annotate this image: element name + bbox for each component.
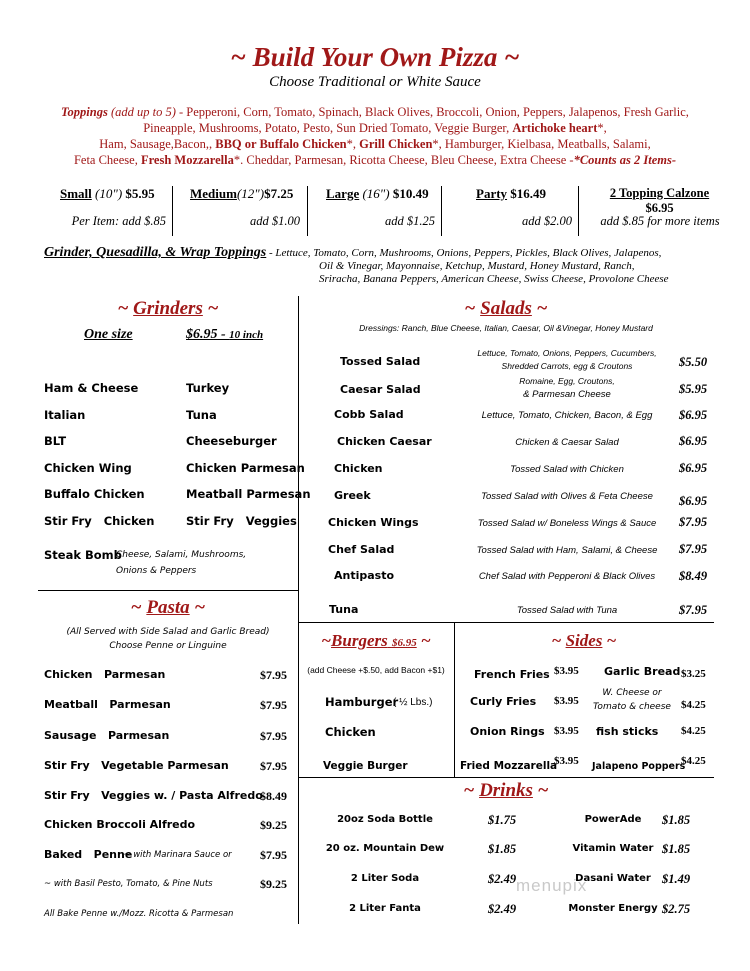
size-name: Large bbox=[326, 186, 360, 201]
side-item: Curly Fries bbox=[470, 695, 537, 708]
size-inches: (12") bbox=[236, 186, 265, 201]
pasta-item: Stir Fry Veggies w. / Pasta Alfredo bbox=[44, 789, 263, 802]
pasta-price: $9.25 bbox=[260, 877, 287, 891]
pasta-price: $8.49 bbox=[260, 789, 287, 803]
pasta-item: Sausage Parmesan bbox=[44, 729, 170, 742]
pasta-item: Chicken Broccoli Alfredo bbox=[44, 818, 196, 831]
size-party-per-item: add $2.00 bbox=[522, 214, 572, 228]
size-divider bbox=[441, 186, 442, 236]
grinder-item: Stir Fry Veggies bbox=[186, 514, 297, 528]
side-item: Jalapeno Poppers bbox=[592, 761, 686, 772]
side-item-note: Tomato & cheese bbox=[593, 702, 671, 712]
drink-name: Monster Energy bbox=[568, 903, 658, 914]
burger-item: Chicken bbox=[325, 725, 376, 739]
pasta-baked-note: All Bake Penne w./Mozz. Ricotta & Parmesan bbox=[44, 909, 234, 919]
grinder-item: Tuna bbox=[186, 408, 217, 422]
size-small-per-item: Per Item: add $.85 bbox=[71, 214, 166, 228]
toppings-label: Toppings bbox=[61, 105, 108, 119]
salads-bottom-rule bbox=[298, 622, 714, 623]
drink-name: PowerAde bbox=[584, 814, 642, 825]
grinder-toppings-line2: Oil & Vinegar, Mayonnaise, Ketchup, Mustard, Honey Mustard, Ranch, bbox=[319, 260, 635, 272]
grinder-toppings-line1: - Lettuce, Tomato, Corn, Mushrooms, Onions, Peppers, Pickles, Black Olives, Jalapenos, bbox=[266, 247, 662, 259]
size-name: Party bbox=[476, 186, 508, 201]
toppings-list bbox=[0, 104, 750, 168]
size-price: $7.25 bbox=[264, 186, 294, 201]
grinder-steak-desc: Cheese, Salami, Mushrooms, bbox=[116, 550, 247, 560]
pasta-baked-penne: Baked Penne bbox=[44, 848, 133, 861]
drinks-title-text: Drinks bbox=[479, 780, 533, 801]
pasta-price: $7.95 bbox=[260, 668, 287, 682]
grinder-item: Chicken Wing bbox=[44, 461, 132, 475]
calzone bbox=[582, 186, 737, 216]
salad-desc: Tossed Salad with Olives & Feta Cheese bbox=[481, 491, 653, 502]
drink-price: $1.49 bbox=[662, 872, 691, 886]
size-divider bbox=[578, 186, 579, 236]
toppings-line4-rest: *. Cheddar, Parmesan, Ricotta Cheese, Bleu Cheese, Extra Cheese - bbox=[233, 153, 574, 167]
burgers-price: $6.95 bbox=[391, 637, 417, 649]
page-title: ~ Build Your Own Pizza ~ bbox=[230, 42, 520, 72]
size-divider bbox=[307, 186, 308, 236]
salad-price: $7.95 bbox=[679, 515, 708, 529]
salad-name: Caesar Salad bbox=[340, 383, 421, 396]
drink-name: 20oz Soda Bottle bbox=[337, 814, 433, 825]
salads-title: ~ Salads ~ bbox=[464, 298, 548, 319]
grinders-price bbox=[186, 327, 263, 343]
grinder-item: BLT bbox=[44, 434, 67, 448]
drink-price: $1.85 bbox=[662, 842, 691, 856]
calzone-note: add $.85 for more items bbox=[600, 214, 720, 228]
salad-desc: Shredded Carrots, egg & Croutons bbox=[501, 361, 633, 371]
pasta-price: $7.95 bbox=[260, 698, 287, 712]
salad-name: Chicken bbox=[334, 462, 383, 475]
salad-price: $6.95 bbox=[679, 408, 708, 422]
pasta-price: $7.95 bbox=[260, 729, 287, 743]
pasta-price: $9.25 bbox=[260, 818, 287, 832]
grinders-one-size bbox=[84, 327, 133, 343]
size-small bbox=[60, 186, 155, 202]
salad-desc: Romaine, Egg, Croutons, bbox=[519, 376, 615, 386]
pasta-item: Meatball Parmesan bbox=[44, 698, 171, 711]
salad-name: Chicken Caesar bbox=[337, 435, 432, 448]
grinder-steak-bomb: Steak Bomb bbox=[44, 548, 122, 562]
grinder-item: Chicken Parmesan bbox=[186, 461, 305, 475]
side-price: $3.25 bbox=[681, 668, 706, 680]
toppings-limit: (add up to 5) bbox=[110, 105, 176, 119]
grinders-price-text: $6.95 - bbox=[186, 327, 230, 342]
sides-title: ~ Sides ~ bbox=[551, 631, 617, 650]
grinder-item: Stir Fry Chicken bbox=[44, 514, 155, 528]
side-price: $3.95 bbox=[554, 755, 579, 767]
size-medium-per-item: add $1.00 bbox=[250, 214, 300, 228]
salad-price: $8.49 bbox=[679, 569, 708, 583]
calzone-name: 2 Topping Calzone bbox=[609, 186, 710, 200]
size-name: Medium bbox=[190, 186, 237, 201]
pasta-title: ~ Pasta ~ bbox=[130, 597, 206, 618]
sides-title-text: Sides bbox=[565, 631, 603, 650]
grinder-item: Meatball Parmesan bbox=[186, 487, 311, 501]
salad-price: $6.95 bbox=[679, 461, 708, 475]
toppings-counts-note: *Counts as 2 Items- bbox=[573, 153, 677, 167]
side-price: $3.95 bbox=[554, 725, 579, 737]
pasta-baked-desc: ~ with Basil Pesto, Tomato, & Pine Nuts bbox=[44, 879, 213, 889]
salad-name: Tossed Salad bbox=[340, 355, 421, 368]
salad-desc: Tossed Salad with Ham, Salami, & Cheese bbox=[476, 545, 658, 556]
toppings-line4: Feta Cheese, bbox=[73, 153, 141, 167]
toppings-line3: Ham, Sausage,Bacon,, bbox=[99, 137, 216, 151]
pasta-title-text: Pasta bbox=[146, 597, 190, 618]
drinks-title: ~ Drinks ~ bbox=[463, 780, 549, 801]
salad-desc: & Parmesan Cheese bbox=[523, 389, 611, 400]
salads-title-text: Salads bbox=[480, 298, 532, 319]
salad-price: $6.95 bbox=[679, 494, 708, 508]
watermark: menupix bbox=[516, 876, 588, 895]
salad-desc: Lettuce, Tomato, Onions, Peppers, Cucumbers, bbox=[477, 348, 657, 358]
topping-bbq-chicken: BBQ or Buffalo Chicken bbox=[215, 137, 347, 151]
side-item: Fried Mozzarella bbox=[460, 760, 558, 772]
grinder-item: Buffalo Chicken bbox=[44, 487, 145, 501]
pasta-price: $7.95 bbox=[260, 848, 287, 862]
pasta-note: Choose Penne or Linguine bbox=[109, 641, 227, 651]
grinder-item: Cheeseburger bbox=[186, 434, 277, 448]
size-price: $10.49 bbox=[389, 186, 429, 201]
side-item: Onion Rings bbox=[470, 725, 545, 738]
drink-price: $2.75 bbox=[662, 902, 691, 916]
salad-desc: Tossed Salad w/ Boneless Wings & Sauce bbox=[477, 518, 657, 529]
burgers-title: ~Burgers $6.95 ~ bbox=[321, 631, 431, 650]
drink-price: $1.85 bbox=[662, 813, 691, 827]
sides-bottom-rule bbox=[298, 777, 714, 778]
salad-desc: Chef Salad with Pepperoni & Black Olives bbox=[478, 571, 656, 582]
toppings-line3-rest: *, Hamburger, Kielbasa, Meatballs, Salami, bbox=[432, 137, 651, 151]
side-price: $3.95 bbox=[554, 665, 579, 677]
salad-price: $7.95 bbox=[679, 603, 708, 617]
main-divider bbox=[298, 296, 299, 924]
size-inches: (16") bbox=[359, 186, 390, 201]
drink-price: $1.85 bbox=[488, 842, 517, 856]
salad-desc: Tossed Salad with Chicken bbox=[510, 464, 624, 475]
pasta-item: Stir Fry Vegetable Parmesan bbox=[44, 759, 229, 772]
side-price: $4.25 bbox=[681, 755, 706, 767]
drink-name: 2 Liter Fanta bbox=[349, 903, 421, 914]
salad-price: $5.50 bbox=[679, 355, 708, 369]
side-price: $4.25 bbox=[681, 725, 706, 737]
burger-item: Veggie Burger bbox=[323, 760, 408, 772]
toppings-line1: - Pepperoni, Corn, Tomato, Spinach, Black Olives, Broccoli, Onion, Peppers, Jalapenos, Fresh Garlic, bbox=[175, 105, 689, 119]
topping-fresh-mozzarella: Fresh Mozzarella bbox=[140, 153, 234, 167]
size-party bbox=[476, 186, 546, 202]
side-price: $3.95 bbox=[554, 695, 579, 707]
grinder-toppings bbox=[44, 246, 744, 286]
grinder-steak-desc: Onions & Peppers bbox=[116, 566, 197, 576]
pasta-note: (All Served with Side Salad and Garlic Bread) bbox=[66, 627, 270, 637]
grinder-item: Ham & Cheese bbox=[44, 381, 139, 395]
drink-name: 20 oz. Mountain Dew bbox=[325, 843, 445, 854]
drink-name: Vitamin Water bbox=[572, 843, 654, 854]
grinder-toppings-line3: Sriracha, Banana Peppers, American Cheese, Swiss Cheese, Provolone Cheese bbox=[319, 273, 669, 285]
salad-name: Greek bbox=[334, 489, 371, 502]
drink-price: $2.49 bbox=[488, 872, 517, 886]
size-divider bbox=[172, 186, 173, 236]
grinders-title: ~ Grinders ~ bbox=[117, 298, 219, 319]
size-price: $16.49 bbox=[507, 186, 547, 201]
grinder-item: Turkey bbox=[186, 381, 230, 395]
size-inches: (10") bbox=[91, 186, 123, 201]
size-price: $5.95 bbox=[122, 186, 155, 201]
side-item: French Fries bbox=[474, 668, 550, 681]
topping-artichoke: Artichoke heart bbox=[512, 121, 598, 135]
toppings-line2: Pineapple, Mushrooms, Potato, Pesto, Sun Dried Tomato, Veggie Burger, bbox=[143, 121, 513, 135]
size-large bbox=[326, 186, 429, 202]
toppings-star: *, bbox=[597, 121, 607, 135]
side-price: $4.25 bbox=[681, 699, 706, 711]
drink-name: 2 Liter Soda bbox=[350, 873, 420, 884]
size-medium bbox=[190, 186, 293, 202]
side-item: fish sticks bbox=[596, 725, 659, 738]
salads-dressings: Dressings: Ranch, Blue Cheese, Italian, Caesar, Oil &Vinegar, Honey Mustard bbox=[359, 323, 653, 333]
salad-price: $6.95 bbox=[679, 434, 708, 448]
grinders-price-size: 10 inch bbox=[229, 329, 264, 341]
drink-price: $1.75 bbox=[488, 813, 517, 827]
burger-item: Hamburger bbox=[325, 695, 399, 709]
size-name: Small bbox=[60, 186, 92, 201]
page-subtitle: Choose Traditional or White Sauce bbox=[269, 74, 481, 90]
drink-name: Dasani Water bbox=[575, 873, 651, 884]
size-large-per-item: add $1.25 bbox=[385, 214, 435, 228]
salad-desc: Tossed Salad with Tuna bbox=[516, 605, 618, 616]
grinders-title-text: Grinders bbox=[133, 298, 203, 319]
grinders-one-size-text: One size bbox=[84, 327, 133, 342]
topping-grill-chicken: Grill Chicken bbox=[359, 137, 433, 151]
side-item-note: W. Cheese or bbox=[602, 688, 662, 698]
grinder-item: Italian bbox=[44, 408, 86, 422]
salad-desc: Chicken & Caesar Salad bbox=[515, 437, 619, 448]
burgers-note: (add Cheese +$.50, add Bacon +$1) bbox=[307, 665, 445, 675]
salad-name: Tuna bbox=[329, 603, 359, 616]
burger-size: ( ½ Lbs.) bbox=[393, 697, 433, 708]
pasta-item: Chicken Parmesan bbox=[44, 668, 166, 681]
toppings-star: *, bbox=[346, 137, 360, 151]
pasta-price: $7.95 bbox=[260, 759, 287, 773]
salad-name: Cobb Salad bbox=[334, 408, 404, 421]
salad-desc: Lettuce, Tomato, Chicken, Bacon, & Egg bbox=[481, 410, 653, 421]
salad-name: Chicken Wings bbox=[328, 516, 419, 529]
pasta-baked-desc: ~ with Marinara Sauce or bbox=[118, 850, 232, 860]
salad-name: Chef Salad bbox=[328, 543, 395, 556]
calzone-price: $6.95 bbox=[645, 201, 674, 215]
salad-price: $5.95 bbox=[679, 382, 708, 396]
burgers-title-text: Burgers bbox=[331, 631, 388, 650]
salad-name: Antipasto bbox=[334, 569, 395, 582]
side-item: Garlic Bread bbox=[604, 665, 681, 678]
drink-price: $2.49 bbox=[488, 902, 517, 916]
grinders-bottom-rule bbox=[38, 590, 298, 591]
grinder-toppings-label: Grinder, Quesadilla, & Wrap Toppings bbox=[44, 245, 267, 260]
salad-price: $7.95 bbox=[679, 542, 708, 556]
